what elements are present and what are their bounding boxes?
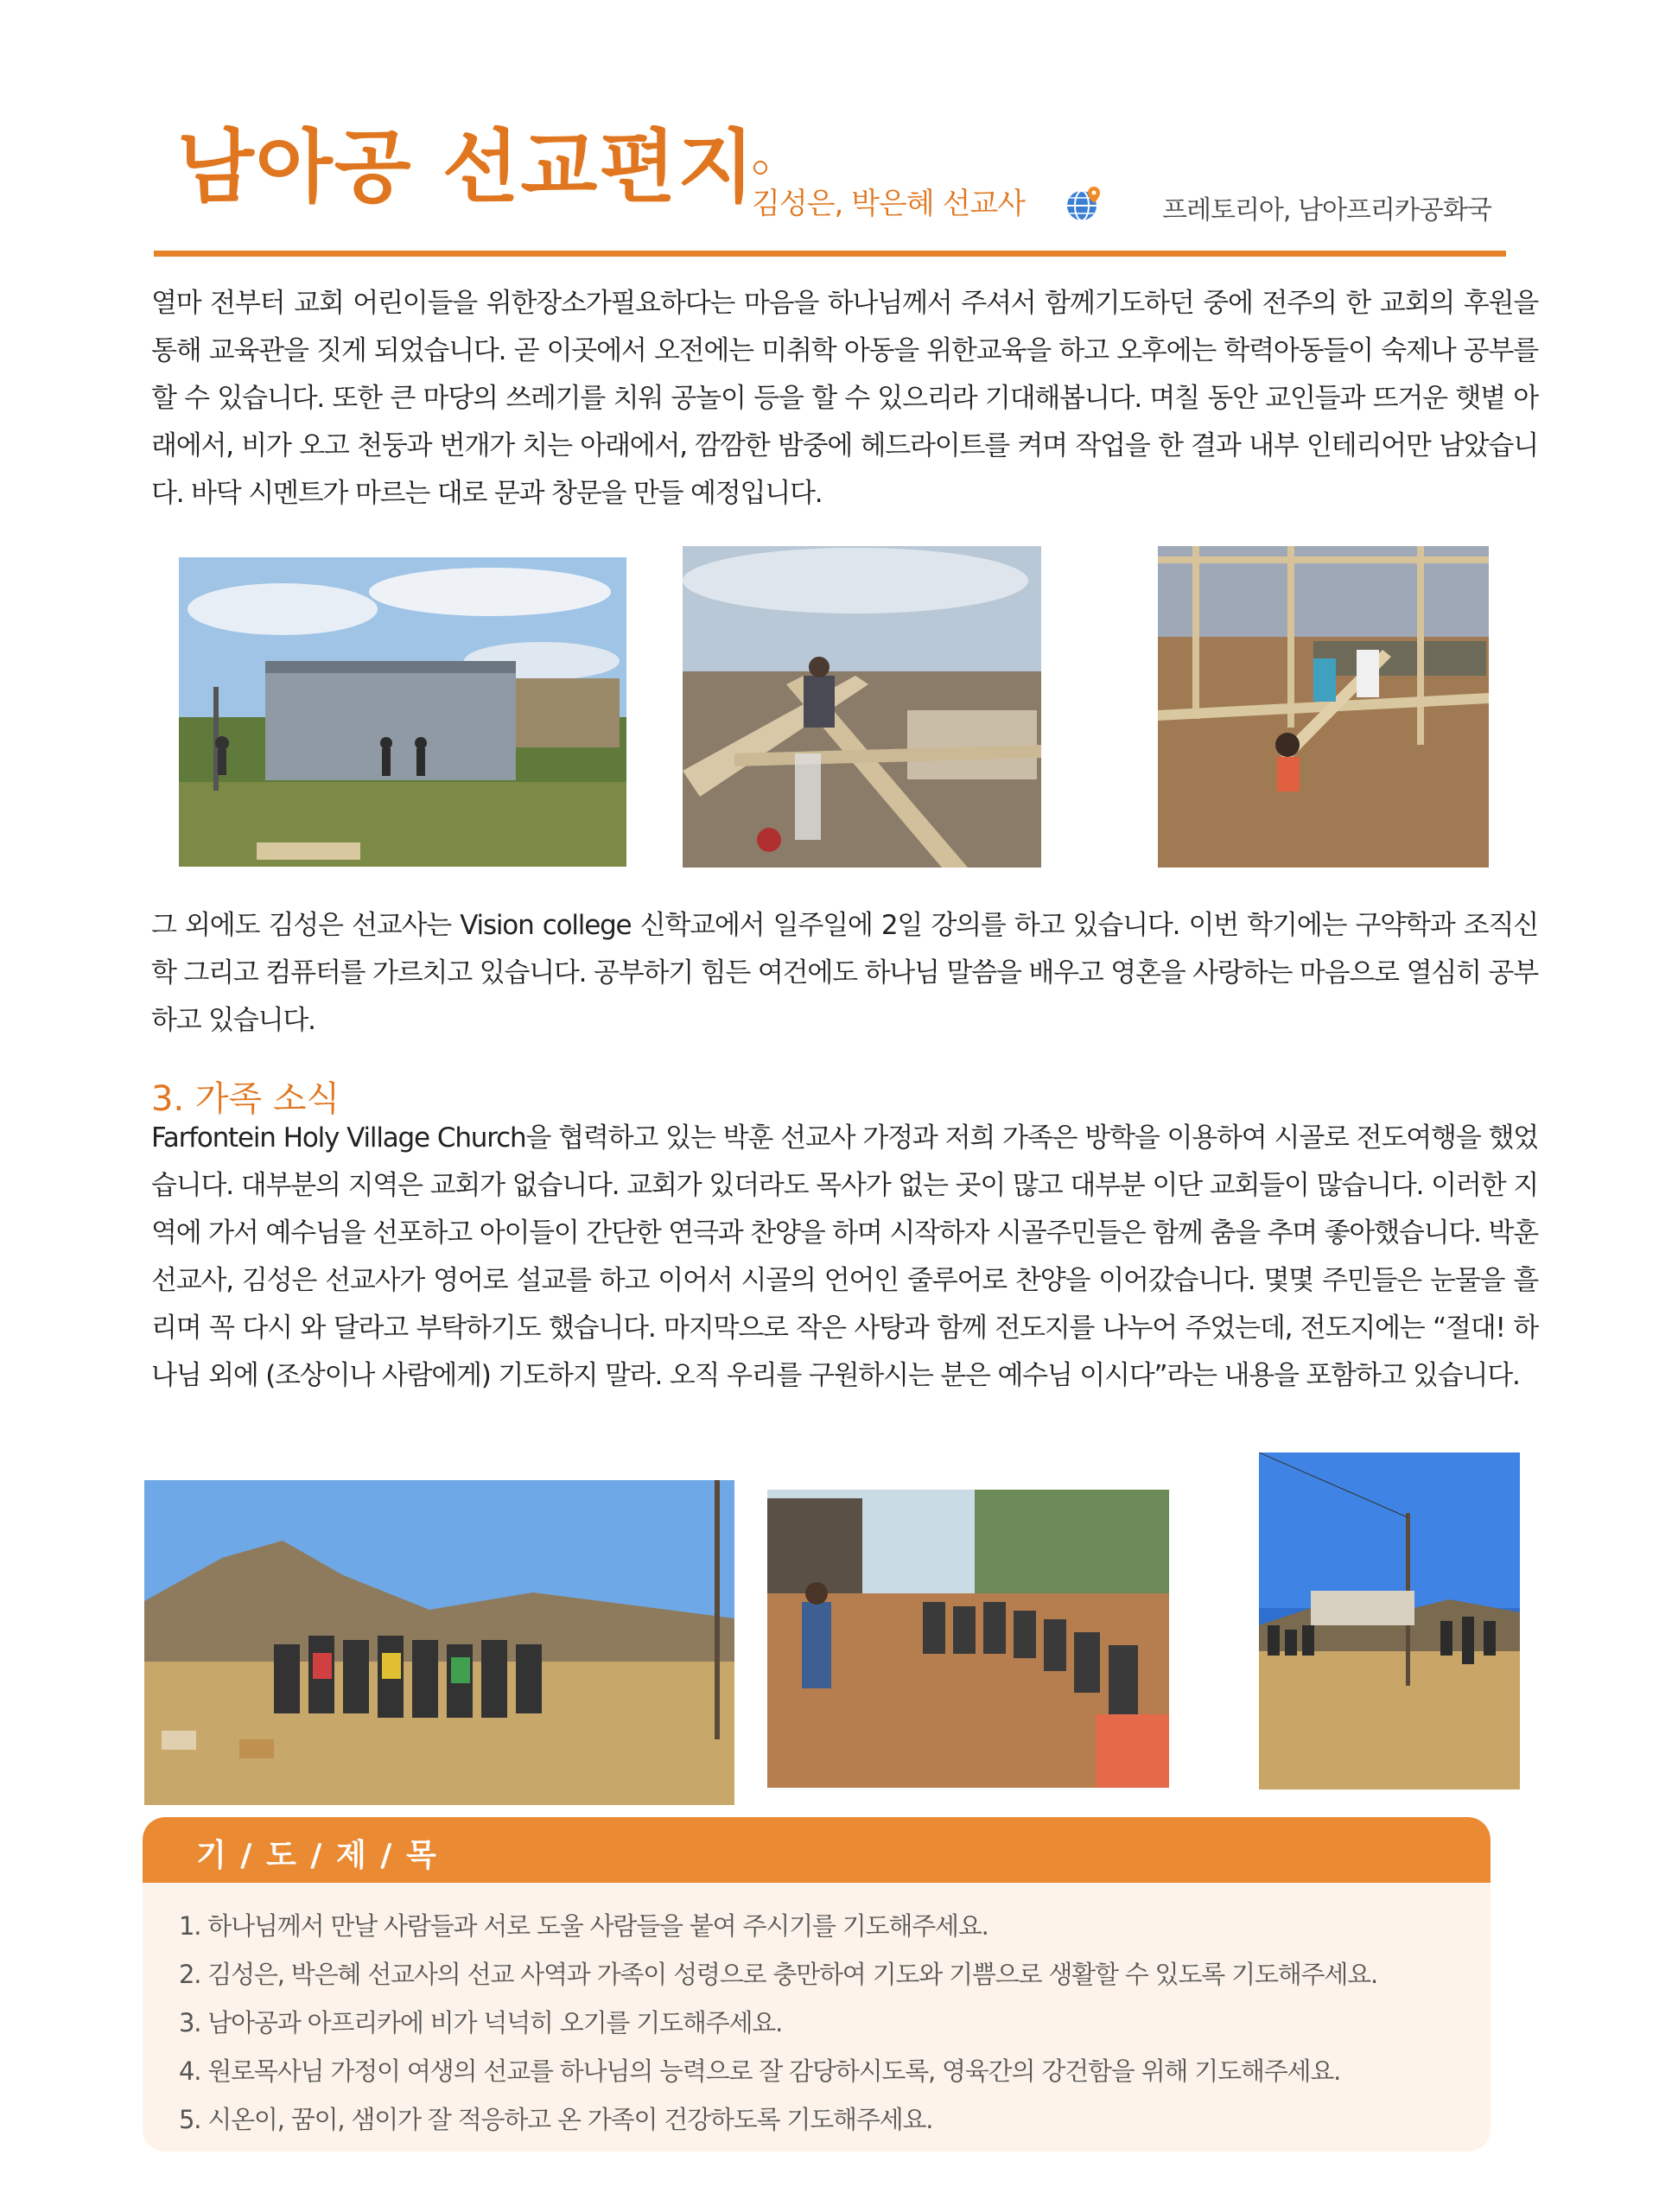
- photo-roof-framing: [683, 546, 1041, 868]
- globe-pin-icon: [1065, 185, 1103, 223]
- paragraph-evangelism-trip: Farfontein Holy Village Church을 협력하고 있는 박훈 선교사 가정과 저희 가족은 방학을 이용하여 시골로 전도여행을 했었습니다. 대부분의 지역은 교회가 없습니다. 교회가 있더라도 목사가 없는 곳이 많고 대부분 이단 교회들이 많습니다. 이러한 지역에 가서 예수님을 선포하고 아이들이 간단한 연극과 찬양을 하며 시작하자 시골주민들은 함께 춤을 추며 좋아했습니다. 박훈 선교사, 김성은 선교사가 영어로 설교를 하고 이어서 시골의 언어인 줄루어로 찬양을 이어갔습니다. 몇몇 주민들은 눈물을 흘리며 꼭 다시 와 달라고 부탁하기도 했습니다. 마지막으로 작은 사탕과 함께 전도지를 나누어 주었는데, 전도지에는 “절대! 하나님 외에 (조상이나 사람에게) 기도하지 말라. 오직 우리를 구원하시는 분은 예수님 이시다”라는 내용을 포함하고 있습니다.: [151, 1122, 1538, 1391]
- photo-village-group: [144, 1480, 734, 1805]
- location-label: 프레토리아, 남아프리카공화국: [1162, 195, 1491, 226]
- ring-icon: [753, 161, 767, 175]
- photo-villagers-field: [1259, 1452, 1520, 1789]
- prayer-item: 3. 남아공과 아프리카에 비가 넉넉히 오기를 기도해주세요.: [179, 2008, 783, 2037]
- prayer-requests-box: [143, 1817, 1491, 2152]
- prayer-item: 1. 하나님께서 만날 사람들과 서로 도울 사람들을 붙여 주시기를 기도해주세요.: [179, 1911, 988, 1941]
- newsletter-title: 남아공 선교편지: [177, 121, 757, 213]
- header-divider: [154, 251, 1506, 257]
- prayer-item: 5. 시온이, 꿈이, 샘이가 잘 적응하고 온 가족이 건강하도록 기도해주세요.: [179, 2105, 933, 2134]
- photo-children-wood-beams: [1158, 546, 1489, 868]
- photo-building-exterior: [179, 557, 626, 867]
- photo-preaching-outdoors: [767, 1490, 1169, 1788]
- paragraph-education-hall: 열마 전부터 교회 어린이들을 위한장소가필요하다는 마음을 하나님께서 주셔서 함께기도하던 중에 전주의 한 교회의 후원을 통해 교육관을 짓게 되었습니다. 곧 이곳에서 오전에는 미취학 아동을 위한교육을 하고 오후에는 학력아동들이 숙제나 공부를 할 수 있습니다. 또한 큰 마당의 쓰레기를 치워 공놀이 등을 할 수 있으리라 기대해봅니다. 며칠 동안 교인들과 뜨거운 햇볕 아래에서, 비가 오고 천둥과 번개가 치는 아래에서, 깜깜한 밤중에 헤드라이트를 켜며 작업을 한 결과 내부 인테리어만 남았습니다. 바닥 시멘트가 마르는 대로 문과 창문을 만들 예정입니다.: [151, 288, 1538, 509]
- section-heading-family-news: 3. 가족 소식: [151, 1079, 340, 1119]
- prayer-item: 4. 원로목사님 가정이 여생의 선교를 하나님의 능력으로 잘 감당하시도록, 영육간의 강건함을 위해 기도해주세요.: [179, 2056, 1341, 2086]
- prayer-requests-list: [179, 1902, 1377, 2144]
- prayer-requests-title: 기 / 도 / 제 / 목: [196, 1838, 438, 1873]
- prayer-item: 2. 김성은, 박은혜 선교사의 선교 사역과 가족이 성령으로 충만하여 기도와 기쁨으로 생활할 수 있도록 기도해주세요.: [179, 1960, 1378, 1989]
- prayer-requests-header: [143, 1817, 1491, 1883]
- missionary-names: 김성은, 박은혜 선교사: [752, 187, 1026, 221]
- paragraph-vision-college: 그 외에도 김성은 선교사는 Vision college 신학교에서 일주일에 2일 강의를 하고 있습니다. 이번 학기에는 구약학과 조직신학 그리고 컴퓨터를 가르치고 있습니다. 공부하기 힘든 여건에도 하나님 말씀을 배우고 영혼을 사랑하는 마음으로 열심히 공부하고 있습니다.: [151, 910, 1538, 1036]
